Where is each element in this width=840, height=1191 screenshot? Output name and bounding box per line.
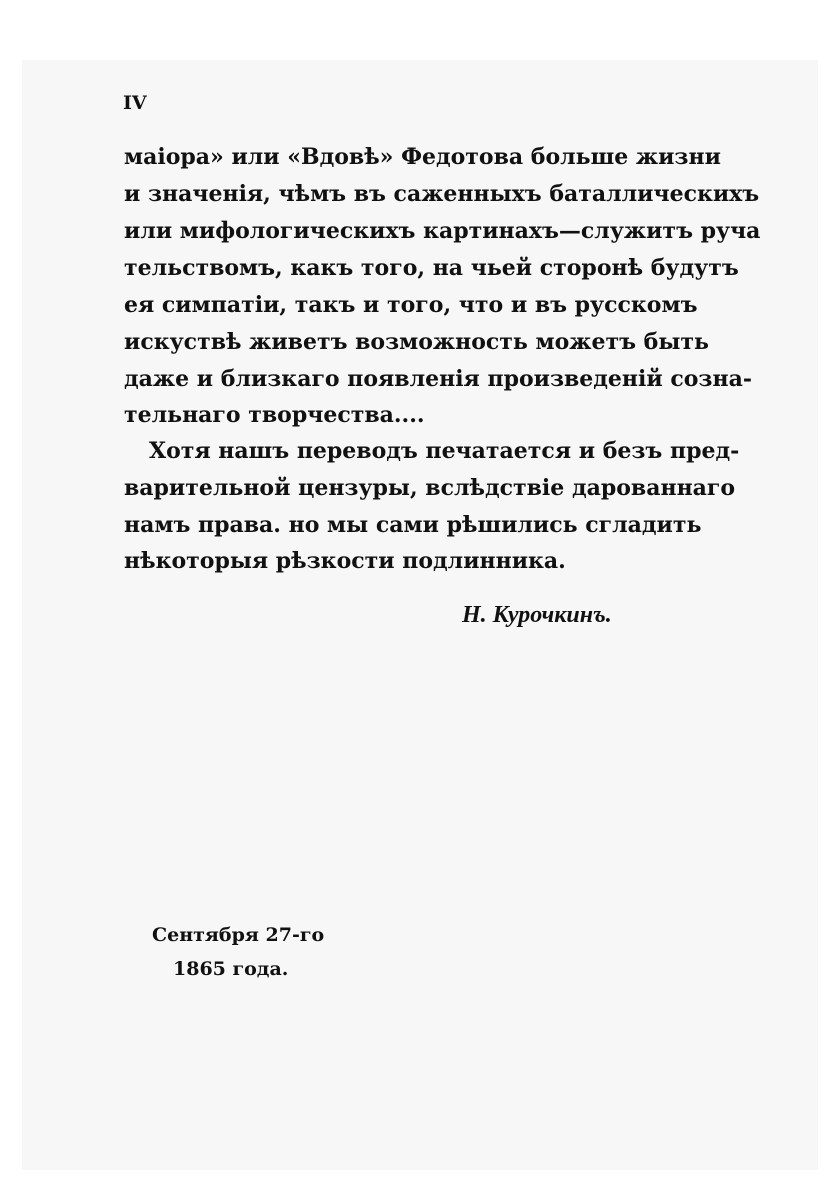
paragraph-1-line-3: или мифологическихъ картинахъ—служитъ руча xyxy=(124,218,761,244)
date-line-2: 1865 года. xyxy=(173,958,289,980)
page-number: IV xyxy=(123,92,147,114)
paragraph-1-line-8: тельнаго творчества.... xyxy=(124,402,425,428)
paragraph-1-line-2: и значенія, чѣмъ въ саженныхъ баталлическихъ xyxy=(124,181,760,207)
paragraph-1-line-7: даже и близкаго появленія произведеній созна- xyxy=(124,366,752,392)
paragraph-1-line-1: маіора» или «Вдовѣ» Федотова больше жизни xyxy=(124,144,721,170)
paragraph-1-line-5: ея симпатіи, такъ и того, что и въ русскомъ xyxy=(124,292,698,318)
paragraph-2-line-3: намъ права. но мы сами рѣшились сгладить xyxy=(124,512,702,538)
date-line-1: Сентября 27-го xyxy=(152,924,325,946)
author-signature: Н. Курочкинъ. xyxy=(462,602,612,628)
paragraph-1-line-4: тельствомъ, какъ того, на чьей сторонѣ будутъ xyxy=(124,255,739,281)
paragraph-2-line-2: варительной цензуры, вслѣдствіе дарованнаго xyxy=(124,475,736,501)
paragraph-1-line-6: искуствѣ живетъ возможность можетъ быть xyxy=(124,329,709,355)
paragraph-2-line-1: Хотя нашъ переводъ печатается и безъ пред- xyxy=(149,438,740,464)
paragraph-2-line-4: нѣкоторыя рѣзкости подлинника. xyxy=(124,548,566,574)
